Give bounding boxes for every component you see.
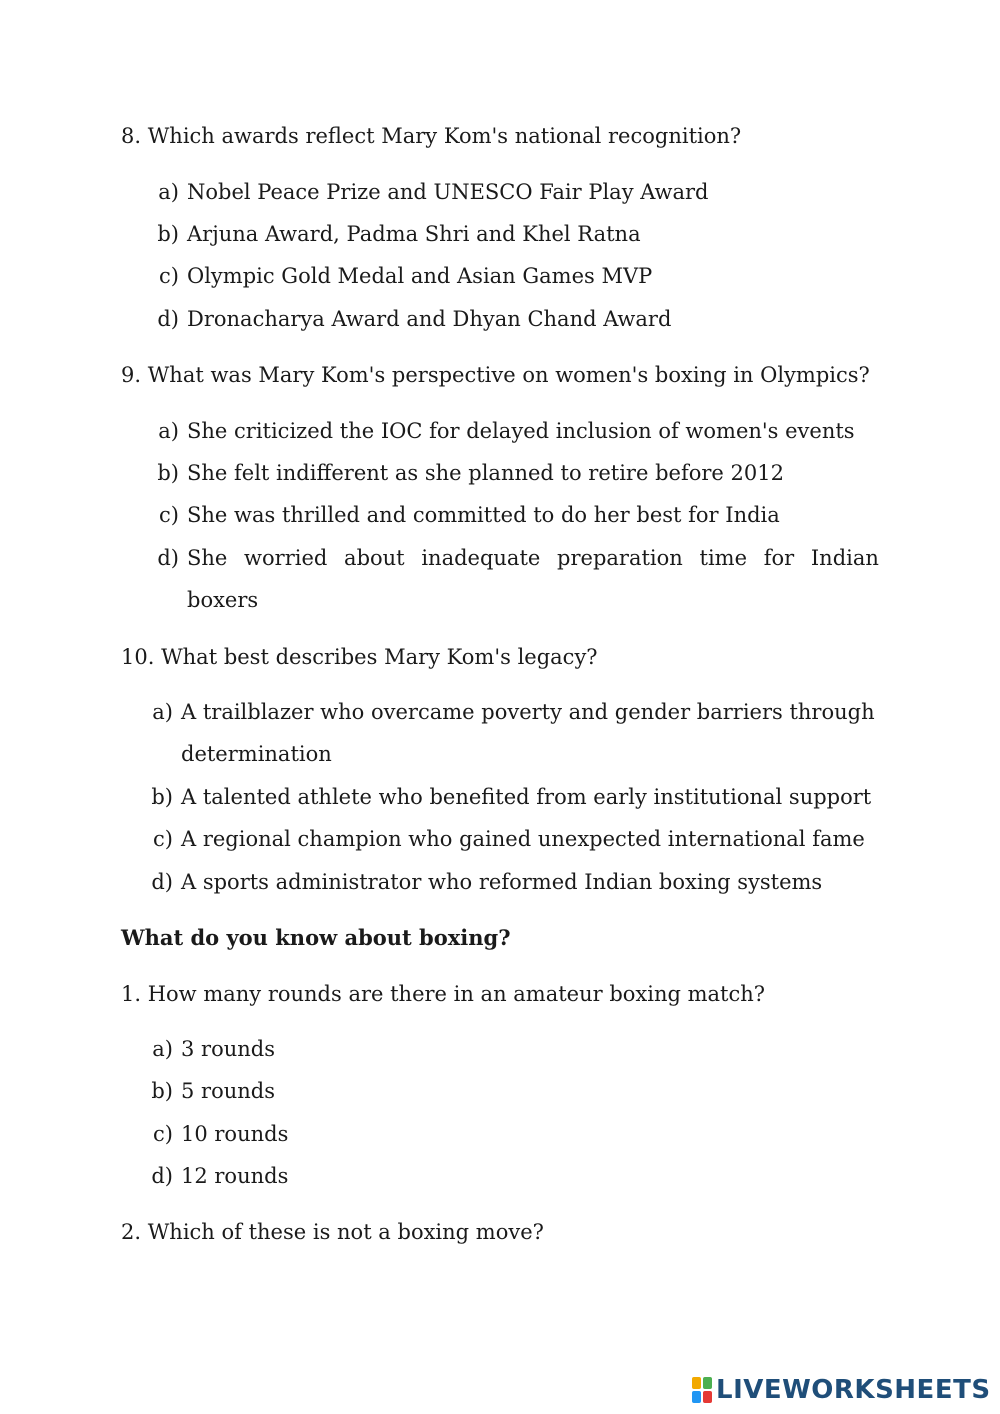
q9-option-b[interactable] [157,459,784,487]
q9-option-d-line-2: boxers [187,588,259,612]
word: inadequate [421,546,541,570]
option-text: Arjuna Award, Padma Shri and Khel Ratna [187,222,641,246]
q10-option-c[interactable] [153,825,865,853]
q10-option-b[interactable] [151,783,872,811]
q8-option-c[interactable] [159,262,653,290]
option-letter: c) [153,1122,173,1146]
q8-option-a[interactable] [158,178,709,206]
boxing-question-1: 1. How many rounds are there in an amateur boxing match? [121,982,766,1006]
option-text: She criticized the IOC for delayed inclusion of women's events [187,419,855,443]
option-text: A sports administrator who reformed Indian boxing systems [181,870,823,894]
word: time [699,546,747,570]
logo-mark-block [703,1391,712,1403]
option-letter: c) [159,503,179,527]
q9-option-a[interactable] [158,417,855,445]
boxing-question-2: 2. Which of these is not a boxing move? [121,1220,544,1244]
option-text: She felt indifferent as she planned to retire before 2012 [187,461,784,485]
word: worried [244,546,328,570]
option-text: A trailblazer who overcame poverty and gender barriers through [181,700,875,724]
word: She [187,546,228,570]
word: about [344,546,405,570]
option-letter: b) [151,785,173,809]
b1-option-a[interactable] [152,1035,275,1063]
liveworksheets-logo[interactable] [692,1375,991,1405]
option-text: A talented athlete who benefited from early institutional support [181,785,872,809]
option-text: 5 rounds [181,1079,275,1103]
option-text: 12 rounds [181,1164,289,1188]
option-letter: b) [157,222,179,246]
logo-text: LIVEWORKSHEETS [716,1375,991,1405]
b1-option-b[interactable] [151,1077,275,1105]
b1-option-d[interactable] [151,1162,289,1190]
question-9: 9. What was Mary Kom's perspective on women's boxing in Olympics? [121,363,870,387]
option-letter: d) [157,546,179,570]
option-letter: a) [158,419,179,443]
question-10: 10. What best describes Mary Kom's legacy? [121,645,598,669]
option-text: A regional champion who gained unexpected international fame [181,827,865,851]
logo-mark-icon [692,1377,712,1403]
logo-mark-block [692,1391,701,1403]
q8-option-d[interactable] [157,305,672,333]
question-8: 8. Which awards reflect Mary Kom's national recognition? [121,124,742,148]
option-text: Dronacharya Award and Dhyan Chand Award [187,307,672,331]
q10-option-a[interactable] [152,698,875,726]
option-text-line-1 [187,544,879,572]
word: Indian [810,546,879,570]
option-text: 3 rounds [181,1037,275,1061]
option-letter: d) [151,870,173,894]
word: preparation [557,546,683,570]
option-letter: a) [158,180,179,204]
option-letter: a) [152,700,173,724]
option-letter: c) [159,264,179,288]
q9-option-c[interactable] [159,501,780,529]
q10-option-a-line-2: determination [181,742,332,766]
option-text: Olympic Gold Medal and Asian Games MVP [187,264,653,288]
option-letter: c) [153,827,173,851]
option-text: 10 rounds [181,1122,289,1146]
logo-mark-block [703,1377,712,1389]
option-letter: d) [157,307,179,331]
word: for [763,546,795,570]
option-text: She was thrilled and committed to do her best for India [187,503,780,527]
q10-option-d[interactable] [151,868,823,896]
option-letter: a) [152,1037,173,1061]
option-letter: b) [157,461,179,485]
option-text: Nobel Peace Prize and UNESCO Fair Play Award [187,180,709,204]
q8-option-b[interactable] [157,220,641,248]
option-letter: b) [151,1079,173,1103]
logo-mark-block [692,1377,701,1389]
b1-option-c[interactable] [153,1120,289,1148]
option-letter: d) [151,1164,173,1188]
q9-option-d[interactable] [157,544,879,572]
section-heading: What do you know about boxing? [121,925,511,950]
